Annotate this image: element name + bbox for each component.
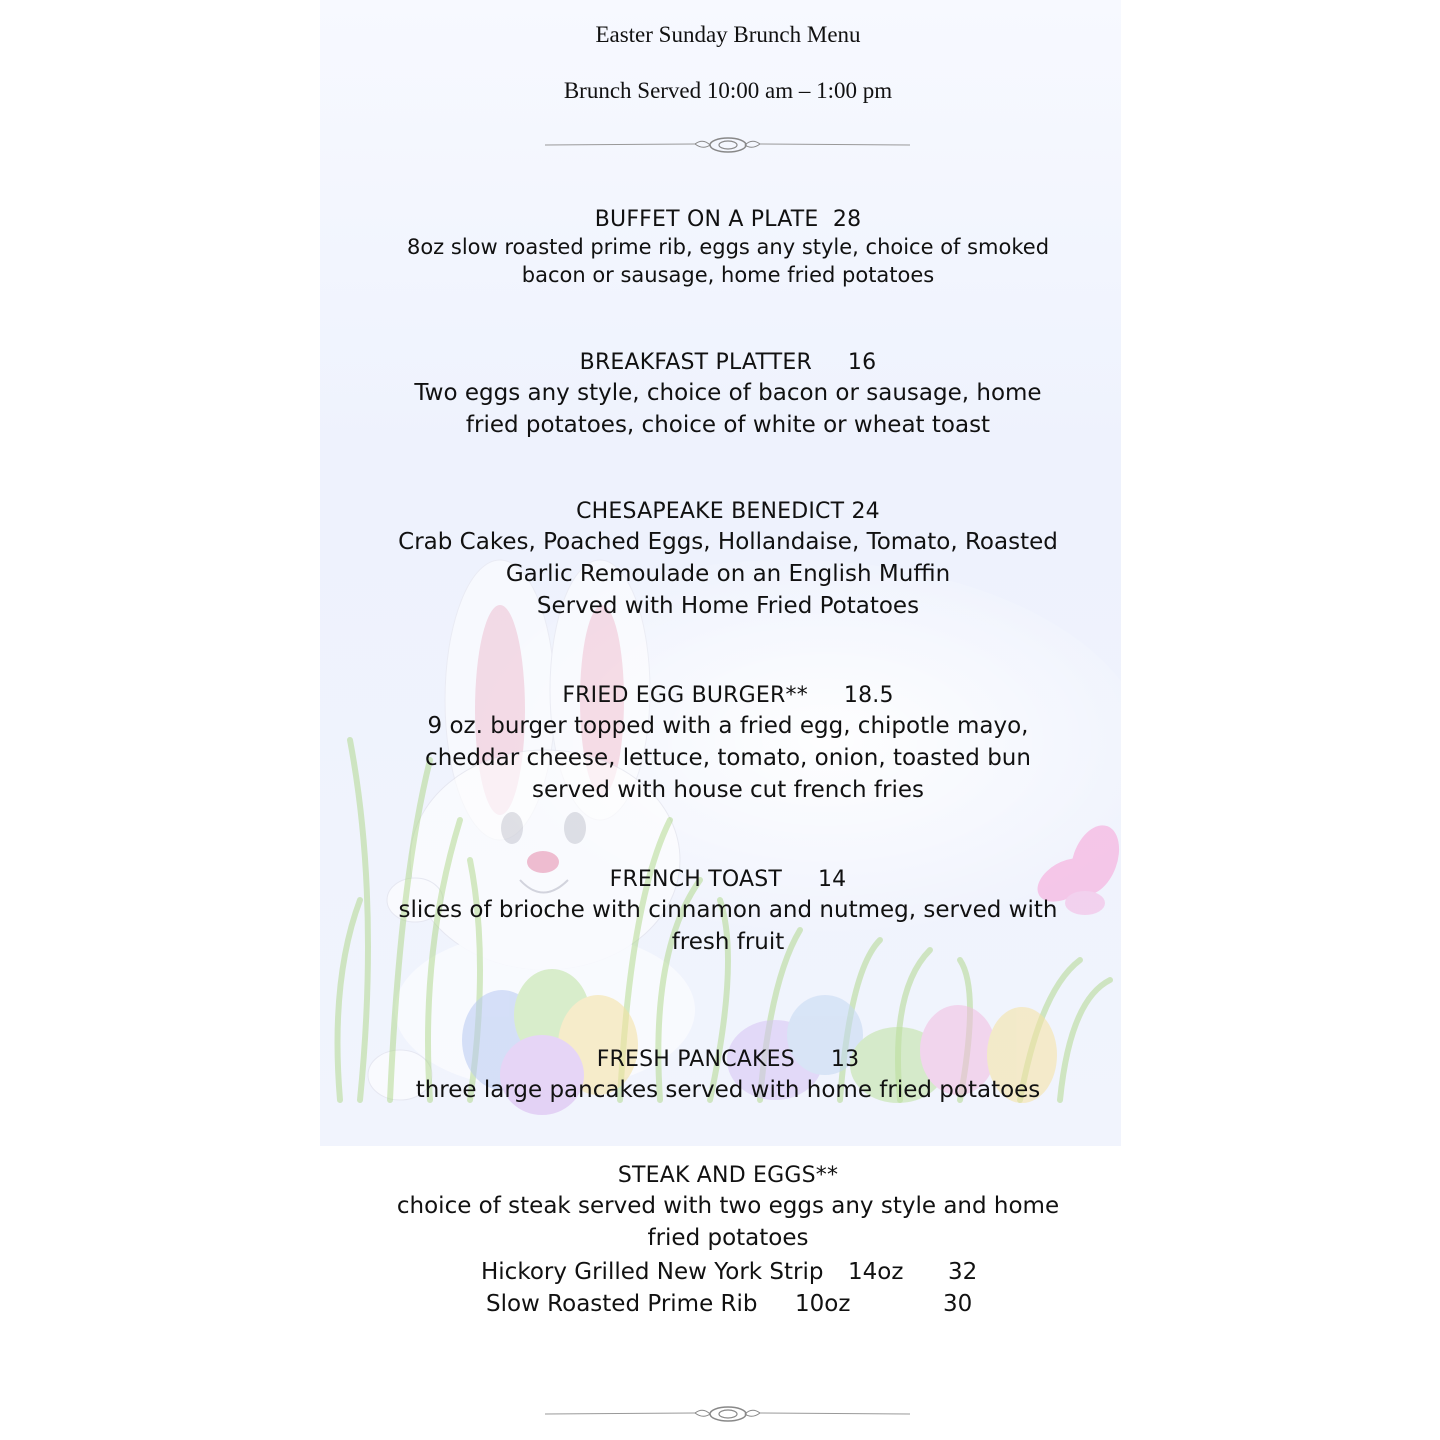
menu-item-french-toast [320,867,1136,958]
steak-option-prime-rib [486,1291,758,1317]
item-name: FRENCH TOAST [609,867,783,892]
item-description: served with house cut french fries [532,777,924,803]
item-description: three large pancakes served with home fried potatoes [415,1077,1041,1103]
option-price: 32 [948,1259,978,1285]
item-price: 16 [847,350,877,375]
item-name: BREAKFAST PLATTER [579,350,812,375]
item-description: 9 oz. burger topped with a fried egg, chipotle mayo, [427,713,1029,739]
item-description: Two eggs any style, choice of bacon or sausage, home [414,380,1042,406]
item-description: bacon or sausage, home fried potatoes [521,263,935,287]
option-size: 14oz [848,1259,904,1285]
item-description: choice of steak served with two eggs any style and home [396,1193,1060,1219]
menu-item-steak-and-eggs [320,1163,1136,1254]
item-price: 14 [817,867,847,892]
item-name: STEAK AND EGGS** [617,1163,839,1188]
item-description: 8oz slow roasted prime rib, eggs any style, choice of smoked [406,235,1050,259]
item-price: 24 [851,499,880,524]
item-description: slices of brioche with cinnamon and nutmeg, served with [398,897,1058,923]
menu-item-breakfast-platter [320,350,1136,441]
menu-item-chesapeake-benedict [320,499,1136,622]
menu-title: Easter Sunday Brunch Menu [595,22,861,47]
item-name: FRIED EGG BURGER** [562,683,808,708]
menu-item-fresh-pancakes [320,1047,1136,1106]
menu-item-buffet-on-a-plate [320,207,1136,289]
steak-option-ny-strip [481,1259,823,1285]
option-size: 10oz [795,1291,851,1317]
menu-item-fried-egg-burger [320,683,1136,806]
brunch-hours: Brunch Served 10:00 am – 1:00 pm [563,78,893,103]
item-name: CHESAPEAKE BENEDICT [576,499,845,524]
option-name: Slow Roasted Prime Rib [486,1291,758,1317]
item-name: BUFFET ON A PLATE [594,207,819,232]
item-description: Garlic Remoulade on an English Muffin [505,561,951,587]
item-price: 13 [830,1047,860,1072]
item-description: fried potatoes, choice of white or wheat toast [465,412,991,438]
item-name: FRESH PANCAKES [596,1047,795,1072]
item-description: fried potatoes [647,1225,809,1251]
item-description: Served with Home Fried Potatoes [536,593,920,619]
item-description: fresh fruit [671,929,785,955]
item-price: 28 [832,207,862,232]
option-price: 30 [943,1291,973,1317]
ornament-divider-bottom [545,1405,910,1423]
ornament-divider-top [545,136,910,154]
item-description: cheddar cheese, lettuce, tomato, onion, toasted bun [425,745,1031,771]
option-name: Hickory Grilled New York Strip [481,1259,824,1285]
item-description: Crab Cakes, Poached Eggs, Hollandaise, Tomato, Roasted [398,529,1058,555]
item-price: 18.5 [843,683,894,708]
